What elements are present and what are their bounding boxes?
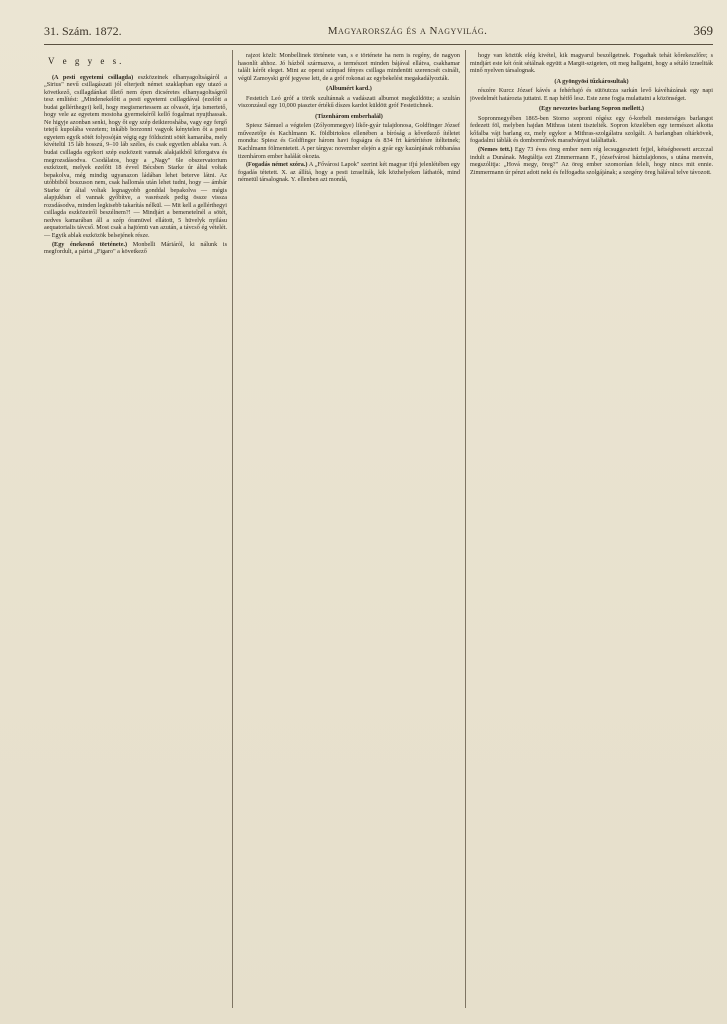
- article-heading: (Nemes tett.): [478, 146, 513, 154]
- article-fogadas: [238, 161, 460, 184]
- article-body: Sopronmegyében 1865-ben Storno soproni régész egy ó-korbeli mesterséges barlangot fedezett föl, melyben hajdan Mithras istent tisztelték. Sopron közelében egy természet alkotta kőfalba vájt barlang ez, mely egykor a Mithras-szolgálatra szolgált. A barlangban oltárkövek, fogadalmi táblák és domborművek maradványai találtattak.: [470, 114, 713, 145]
- article-nemes-tett: [470, 146, 713, 176]
- column-1: [44, 52, 227, 1007]
- column-3: [470, 52, 713, 1007]
- header-rule: [44, 44, 713, 45]
- article-body: Festetich Leó gróf a török szultánnak a vadászati albumot megküldötte; a szultán viszonzásul egy 10,000 piaszter értékű díszes kardot küldött gróf Festetichnek.: [238, 94, 460, 110]
- article-body: A „Fővárosi Lapok" szerint két magyar ifjú jelenlétében egy fogadás tétetett. X. az állítá, hogy a pesti izraeliták, kik közhelyeken láthatók, mind németül társalognak. Y. ellenben azt mondá,: [238, 161, 460, 184]
- article-heading: (A gyöngyösi tűzkárosultak): [554, 77, 629, 85]
- section-title: V e g y e s.: [48, 56, 125, 66]
- article-heading: (Albumért kard.): [326, 85, 372, 93]
- article-fogadas-cont: [470, 52, 713, 75]
- column-divider-1: [232, 50, 233, 1008]
- column-divider-2: [465, 50, 466, 1008]
- article-heading: (A pesti egyetemi csillagda): [52, 73, 134, 81]
- page-number: 369: [693, 23, 713, 38]
- article-albumert: [238, 95, 460, 110]
- article-heading: (Tizenhárom emberhalál): [315, 112, 383, 120]
- article-tizenharom: [238, 122, 460, 160]
- issue-label: 31. Szám. 1872.: [44, 23, 122, 38]
- article-heading: (Fogadás német szóra.): [246, 161, 308, 169]
- article-body: Monbelli Máriáról, ki nálunk is megfordult, a párisi „Figaro" a következő: [44, 240, 227, 256]
- article-body: rajzot közli: Monbellinek története van, s e története ha nem is regény, de nagyon hasonlít ahhoz. Jó házból származva, a természet minden bájával ellátva, csakhamar talált kérőt eleget. Mint az operai színpad fényes csillaga mindenütt szerencsét csinált, végül Zamoyski gróf jegyese lett, de a gróf rokonai az egybekelést megakadályozták.: [238, 52, 460, 82]
- publication-title: Magyarország és a Nagyvilág.: [327, 25, 488, 37]
- article-csillagda: [44, 74, 227, 240]
- article-heading: (Egy nevezetes barlang Sopron mellett.): [539, 105, 644, 113]
- article-body: eszközeinek elhanyagoltságáról a „Sirius" nevű csillagászati jól elterjedt német szaklapban egy utazó a következő, csillagdánkat illető nem épen dicséretes elhanyagoltságról tesz említést: „Mindenekelőtt a pesti egyetemi csillagdával (ezelőtt a budai gellérthegyi) kell, hogy megismertessem az olvasót, írja ismertető, hogy vele az egyetem mostoha gyermekéről kellő fogalmat nyujthassak. Ne higyje azonban senki, hogy őt egy szép deikteroshába, vagy egy fergő tetejű kupolába vezetem; inkább borzonni vagyok kénytelen őt a pesti egyetem egyik sötét folyosóján végig egy földszinti sötét kamarába, mely kivételül 15 láb hosszú, 9–10 láb széles, és csak egyetlen ablaka van. A budai csillagda egykori szép eszközeit vannak alakjaikból kiforgatva és megrozsdásodva. Csodálatos, hogy a „Nagy" 6le obszervatorium eszközeit, melyek ezelőtt 18 évvel Bécsben Starke úr által voltak bepakolva, még mindig ugyanazon ládában lehet beterve látni. Az utóbbiból boszuson nem, csak hallomás után lehet tudni, hogy — ámbár Starke úr által voltak legnagyobb gonddal bepakolva — mégis alapjukban el vannak győbítve, a vasrészek pedig össze vissza rozsdásodva, minden legkisebb takarítás nélkül. — Mit kell a gellérthegyi csillagda eszközeiről beszélnem?! — Mindjárt a bemenetelnél a sötét, nedves kamarában áll a szép óramüvel ellátott, 5 hüvelyk nyilásu aequatorialis távcső. Most csak a hajtómü van azután, a távcső ég vételét. — Egyik ablak eszközök belsejének része.: [44, 73, 227, 240]
- article-barlang: [470, 115, 713, 145]
- article-gyongyos: [470, 87, 713, 102]
- article-monbelli-cont: [238, 52, 460, 82]
- page-header: [44, 20, 713, 42]
- article-body: Spiesz Sámuel a végtelen (Zólyommegye) likőr-gyár tulajdonosa, Goldfinger József művezetője és Kachlmann K. földbirtokos ellenében a bíróság a kővetkező ítéletet mondta: Spiesz és Goldfinger három havi fogságra és 834 frt kártérítésre ítéltetnek; Kachlmann fölmentetett. A per tárgya: november elején a gyár egy kazánjának robbanása tizenhárom ember halálát okozta.: [238, 122, 460, 160]
- article-heading: (Egy énekesnő története.): [52, 240, 128, 248]
- article-enekesno: [44, 241, 227, 256]
- article-body: Egy 73 éves öreg ember nem rég lecsuggesztett fejjel, kétségbeesett arczczal indult a Dunának. Megtáltja ezt Zimmermann F., józsefvárosi háztulajdonos, s utána menvén, megszólitja: „Hová megy, öreg?" Az öreg ember szomorúan feleli, hogy nincs mit ennie. Zimmermann úr pénzt adott neki és felfogadta szolgájának; a szegény öreg hálával telve távozott.: [470, 146, 713, 176]
- article-body: részére Kurcz József kávés a fehérhajó és sütöutcza sarkán levő kávéházának egy napi jövedelmét határozta juttatni. E nap hétfő lesz. Este zene fogja mulattatni a közönséget.: [470, 87, 713, 102]
- article-body: hogy van köztük elég kivétel, kik magyarul beszélgetnek. Fogadtak tehát kőrekeszlőre; s mindjárt este két órát sétálnak együtt a Margit-szigeten, ott meg hallgatni, hogy a sétáló izraeliták minő nyelven társalognak.: [470, 52, 713, 75]
- column-2: [238, 52, 460, 1007]
